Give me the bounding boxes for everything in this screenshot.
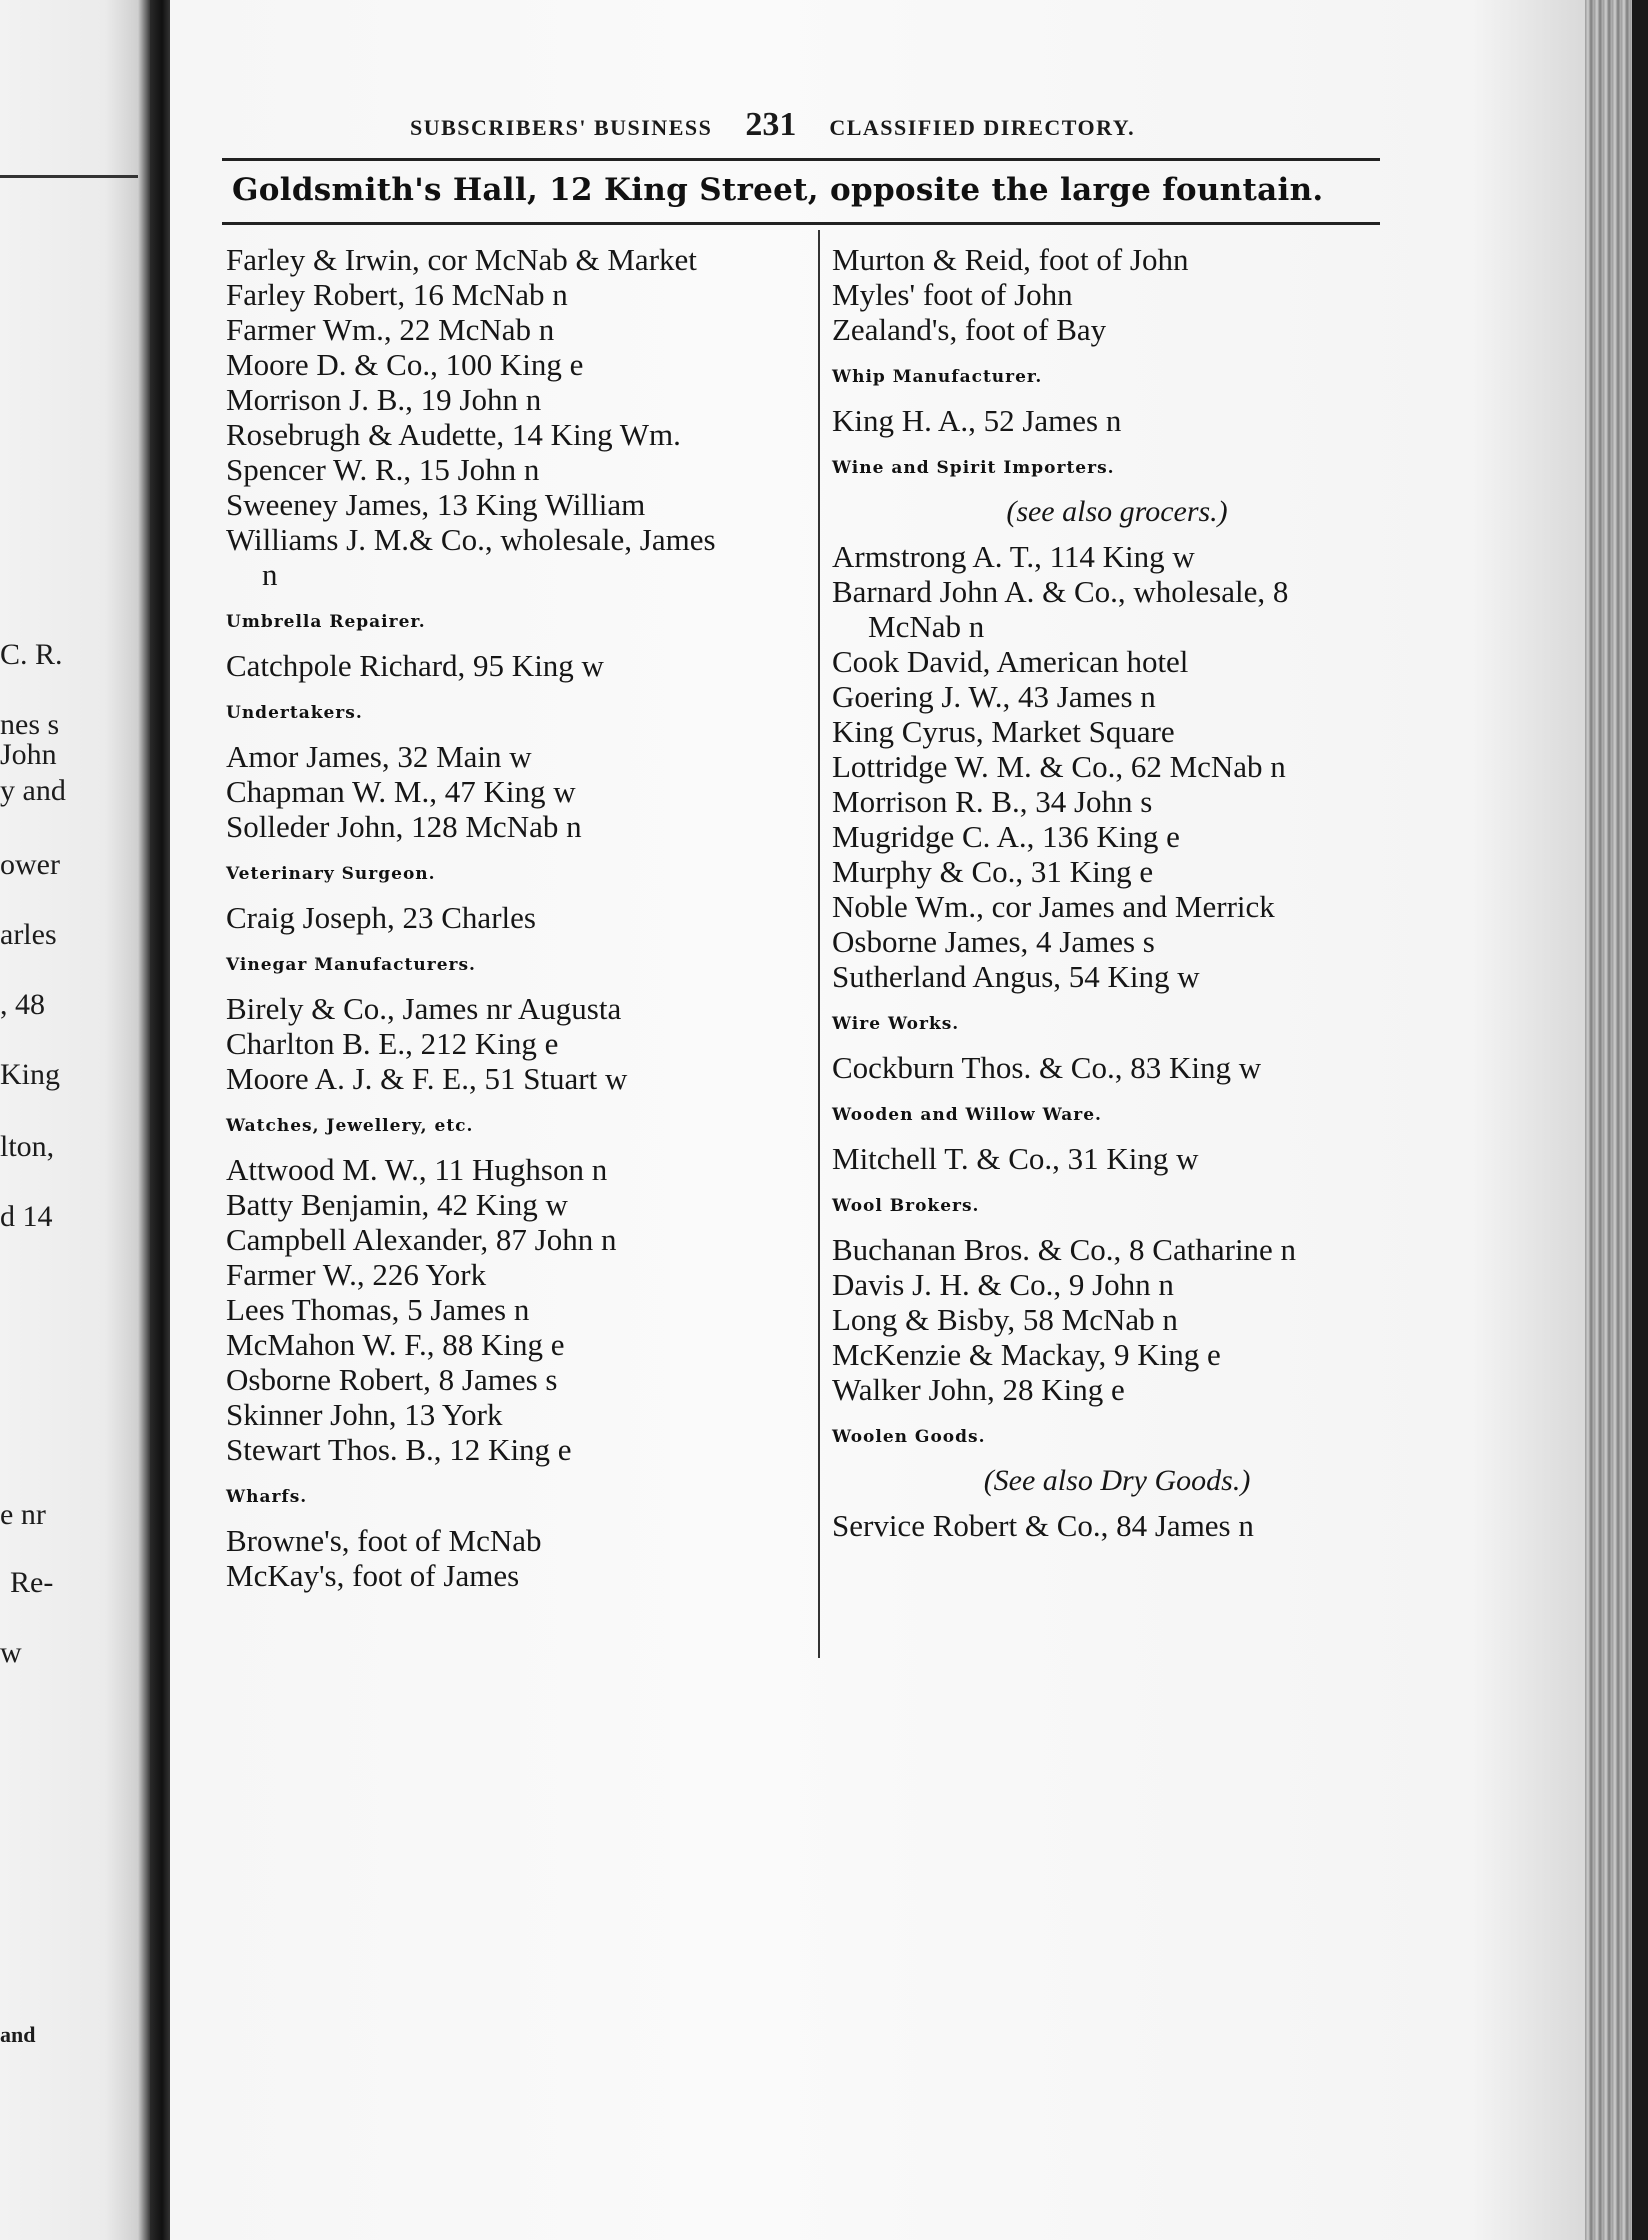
directory-section (226, 864, 806, 935)
directory-entry: Davis J. H. & Co., 9 John n (832, 1267, 1174, 1302)
section-heading: Wine and Spirit Importers. (832, 458, 1115, 478)
directory-section (832, 458, 1402, 994)
directory-entry: King Cyrus, Market Square (832, 714, 1175, 749)
directory-entry: Stewart Thos. B., 12 King e (226, 1432, 572, 1467)
section-heading: Wooden and Willow Ware. (832, 1105, 1102, 1125)
directory-entry: Cook David, American hotel (832, 644, 1189, 679)
section-heading: Wire Works. (832, 1014, 960, 1034)
directory-entry: Rosebrugh & Audette, 14 King Wm. (226, 417, 681, 452)
directory-entry: Morrison R. B., 34 John s (832, 784, 1153, 819)
column-divider (818, 230, 820, 1658)
running-head (410, 108, 1135, 142)
directory-entry: Mitchell T. & Co., 31 King w (832, 1141, 1199, 1176)
page-number: 231 (745, 106, 797, 143)
directory-entry: Long & Bisby, 58 McNab n (832, 1302, 1178, 1337)
directory-entry: Charlton B. E., 212 King e (226, 1026, 559, 1061)
previous-page-fragment: ower (0, 848, 60, 881)
previous-page-fragment: d 14 (0, 1200, 53, 1233)
directory-section (832, 1105, 1402, 1176)
directory-entry: Cockburn Thos. & Co., 83 King w (832, 1050, 1262, 1085)
directory-entry: Farmer Wm., 22 McNab n (226, 312, 555, 347)
directory-entry: n (262, 557, 278, 592)
section-heading: Vinegar Manufacturers. (226, 955, 476, 975)
directory-section (226, 1487, 806, 1593)
running-head-left: SUBSCRIBERS' BUSINESS (410, 115, 713, 140)
directory-entry: Lottridge W. M. & Co., 62 McNab n (832, 749, 1286, 784)
directory-entry: Farley & Irwin, cor McNab & Market (226, 242, 697, 277)
directory-entry: Moore D. & Co., 100 King e (226, 347, 584, 382)
previous-page-fragment: , 48 (0, 988, 45, 1021)
directory-entry: Mugridge C. A., 136 King e (832, 819, 1180, 854)
directory-entry: McNab n (868, 609, 985, 644)
previous-page-fragment: C. R. (0, 638, 63, 671)
directory-section (226, 1116, 806, 1467)
section-heading: Veterinary Surgeon. (226, 864, 436, 884)
directory-entry: McKenzie & Mackay, 9 King e (832, 1337, 1221, 1372)
directory-entry: Lees Thomas, 5 James n (226, 1292, 530, 1327)
directory-entry: Moore A. J. & F. E., 51 Stuart w (226, 1061, 628, 1096)
directory-entry: Walker John, 28 King e (832, 1372, 1125, 1407)
book-gutter (150, 0, 170, 2240)
directory-section (832, 367, 1402, 438)
cross-reference-note: (see also grocers.) (1006, 495, 1228, 528)
directory-entry: Morrison J. B., 19 John n (226, 382, 542, 417)
directory-entry: Williams J. M.& Co., wholesale, James (226, 522, 716, 557)
directory-entry: Farmer W., 226 York (226, 1257, 487, 1292)
section-heading: Wharfs. (226, 1487, 308, 1507)
left-column (226, 242, 806, 1593)
previous-page-fragment: and (0, 2022, 36, 2047)
directory-entry: Solleder John, 128 McNab n (226, 809, 582, 844)
previous-page-fragment: w (0, 1636, 22, 1669)
previous-page-edge (0, 0, 150, 2240)
directory-section (832, 1014, 1402, 1085)
directory-entry: Sweeney James, 13 King William (226, 487, 646, 522)
directory-entry: Batty Benjamin, 42 King w (226, 1187, 568, 1222)
previous-page-fragment: King (0, 1058, 60, 1091)
previous-page-fragment: e nr (0, 1498, 46, 1531)
directory-entry: Noble Wm., cor James and Merrick (832, 889, 1275, 924)
previous-page-fragment: John (0, 738, 57, 771)
directory-entry: Barnard John A. & Co., wholesale, 8 (832, 574, 1289, 609)
advert-rule (222, 222, 1380, 225)
cross-reference-note: (See also Dry Goods.) (983, 1464, 1251, 1497)
directory-entry: Osborne James, 4 James s (832, 924, 1155, 959)
directory-entry: McMahon W. F., 88 King e (226, 1327, 565, 1362)
directory-entry: Goering J. W., 43 James n (832, 679, 1156, 714)
previous-page-fragment: lton, (0, 1130, 55, 1163)
directory-section (226, 955, 806, 1096)
directory-entry: Birely & Co., James nr Augusta (226, 991, 622, 1026)
directory-entry: Buchanan Bros. & Co., 8 Catharine n (832, 1232, 1297, 1267)
directory-entry: Craig Joseph, 23 Charles (226, 900, 536, 935)
advert-banner: Goldsmith's Hall, 12 King Street, opposite the large fountain. (232, 172, 1324, 208)
section-heading: Undertakers. (226, 703, 363, 723)
directory-entry: Amor James, 32 Main w (226, 739, 532, 774)
directory-entry: Murton & Reid, foot of John (832, 242, 1189, 277)
section-heading: Wool Brokers. (832, 1196, 980, 1216)
directory-entry: Farley Robert, 16 McNab n (226, 277, 568, 312)
section-heading: Watches, Jewellery, etc. (226, 1116, 474, 1136)
previous-page-rule (0, 175, 138, 178)
directory-entry: Service Robert & Co., 84 James n (832, 1508, 1254, 1543)
previous-page-fragment: Re- (10, 1566, 54, 1599)
directory-entry: Armstrong A. T., 114 King w (832, 539, 1195, 574)
directory-entry: Spencer W. R., 15 John n (226, 452, 540, 487)
directory-entry: Sutherland Angus, 54 King w (832, 959, 1200, 994)
header-rule (222, 158, 1380, 161)
running-head-right: CLASSIFIED DIRECTORY. (829, 115, 1136, 140)
section-heading: Woolen Goods. (832, 1427, 986, 1447)
section-heading: Umbrella Repairer. (226, 612, 426, 632)
previous-page-fragment: arles (0, 918, 57, 951)
directory-entry: McKay's, foot of James (226, 1558, 520, 1593)
directory-entry: Zealand's, foot of Bay (832, 312, 1107, 347)
directory-section (832, 1427, 1402, 1543)
directory-section (226, 703, 806, 844)
directory-entry: Myles' foot of John (832, 277, 1073, 312)
directory-entry: Attwood M. W., 11 Hughson n (226, 1152, 608, 1187)
directory-entry: Chapman W. M., 47 King w (226, 774, 576, 809)
directory-entry: Catchpole Richard, 95 King w (226, 648, 604, 683)
right-column (832, 242, 1402, 1543)
previous-page-fragment: nes s (0, 708, 60, 741)
section-heading: Whip Manufacturer. (832, 367, 1043, 387)
directory-section (832, 1196, 1402, 1407)
directory-entry: Campbell Alexander, 87 John n (226, 1222, 617, 1257)
directory-section (226, 242, 806, 592)
directory-section (226, 612, 806, 683)
directory-entry: Osborne Robert, 8 James s (226, 1362, 558, 1397)
directory-entry: King H. A., 52 James n (832, 403, 1122, 438)
directory-entry: Murphy & Co., 31 King e (832, 854, 1154, 889)
directory-section (832, 242, 1402, 347)
page-stack-edge (1585, 0, 1648, 2240)
directory-entry: Skinner John, 13 York (226, 1397, 503, 1432)
previous-page-fragment: y and (0, 774, 66, 807)
directory-entry: Browne's, foot of McNab (226, 1523, 542, 1558)
